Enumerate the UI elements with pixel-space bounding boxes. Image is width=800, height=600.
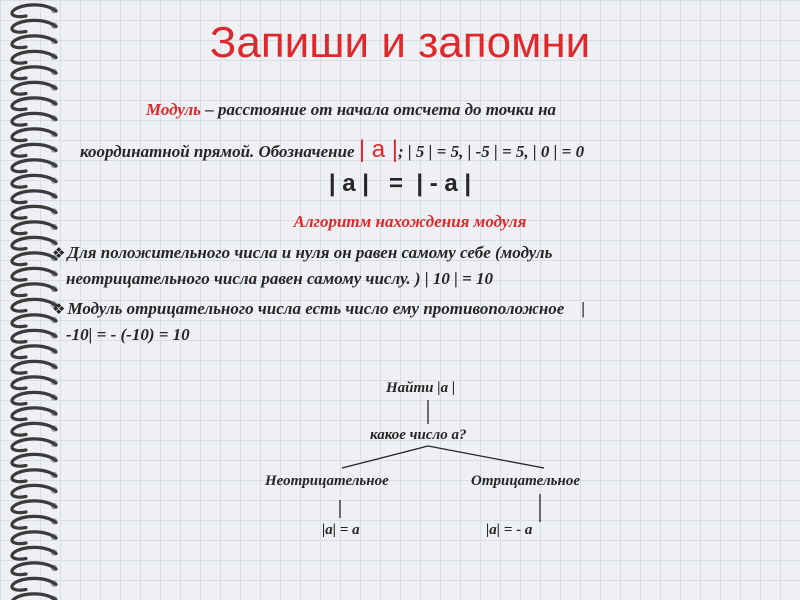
binding-ring	[12, 423, 56, 435]
tree-left-branch: Неотрицательное	[265, 473, 389, 489]
binding-ring	[12, 268, 56, 280]
binding-ring	[12, 98, 56, 110]
binding-ring	[12, 361, 56, 373]
binding-ring	[12, 454, 56, 466]
tree-question: какое число а?	[370, 427, 467, 443]
tree-right-branch: Отрицательное	[471, 473, 580, 489]
modulus-property: | а | = | - а |	[328, 170, 472, 197]
binding-ring	[12, 532, 56, 544]
binding-ring	[12, 501, 56, 513]
binding-ring	[12, 563, 56, 575]
binding-ring	[12, 237, 56, 249]
binding-ring	[12, 330, 56, 342]
rule-2-line-1: Модуль отрицательного числа есть число ему противоположное |	[67, 299, 586, 318]
tree-branch-left	[342, 446, 428, 468]
rule-1-line-1: Для положительного числа и нуля он равен самому себе (модуль	[67, 243, 553, 262]
rule-1-line-2: неотрицательного числа равен самому числу. ) | 10 | = 10	[66, 269, 494, 288]
binding-ring	[12, 82, 56, 94]
tree-root: Найти |а |	[386, 380, 456, 396]
definition-text-1: – расстояние от начала отсчета до точки на	[200, 100, 557, 119]
bullet-diamond-icon: ❖	[52, 300, 66, 318]
definition-examples: ; | 5 | = 5, | -5 | = 5, | 0 | = 0	[398, 142, 585, 161]
binding-ring	[12, 299, 56, 311]
tree-left-result: |а| = а	[322, 522, 360, 538]
definition-line-2	[80, 136, 584, 164]
binding-ring	[12, 67, 56, 79]
binding-ring	[12, 113, 56, 125]
algorithm-heading: Алгоритм нахождения модуля	[293, 212, 527, 231]
binding-ring	[12, 470, 56, 482]
binding-ring	[12, 129, 56, 141]
binding-ring	[12, 439, 56, 451]
bullet-diamond-icon: ❖	[52, 244, 66, 262]
binding-ring	[12, 5, 56, 17]
tree-right-result: |а| = - а	[486, 522, 533, 538]
definition-line-1	[146, 100, 556, 120]
binding-ring	[12, 315, 56, 327]
binding-ring	[12, 346, 56, 358]
binding-ring	[12, 392, 56, 404]
binding-ring	[12, 594, 56, 600]
definition-term: Модуль	[146, 100, 201, 119]
modulus-notation: | а |	[358, 136, 398, 163]
binding-ring	[12, 408, 56, 420]
binding-ring	[12, 284, 56, 296]
definition-text-2: координатной прямой. Обозначение	[80, 142, 359, 161]
rule-2-line-2: -10| = - (-10) = 10	[66, 325, 190, 344]
binding-ring	[12, 516, 56, 528]
binding-ring	[12, 578, 56, 590]
binding-ring	[12, 253, 56, 265]
binding-ring	[12, 144, 56, 156]
rule-item-positive	[52, 240, 552, 292]
page-title: Запиши и запомни	[209, 18, 591, 67]
tree-branch-right	[428, 446, 544, 468]
binding-ring	[12, 547, 56, 559]
binding-ring	[12, 485, 56, 497]
rule-item-negative	[52, 296, 585, 348]
binding-ring	[12, 377, 56, 389]
